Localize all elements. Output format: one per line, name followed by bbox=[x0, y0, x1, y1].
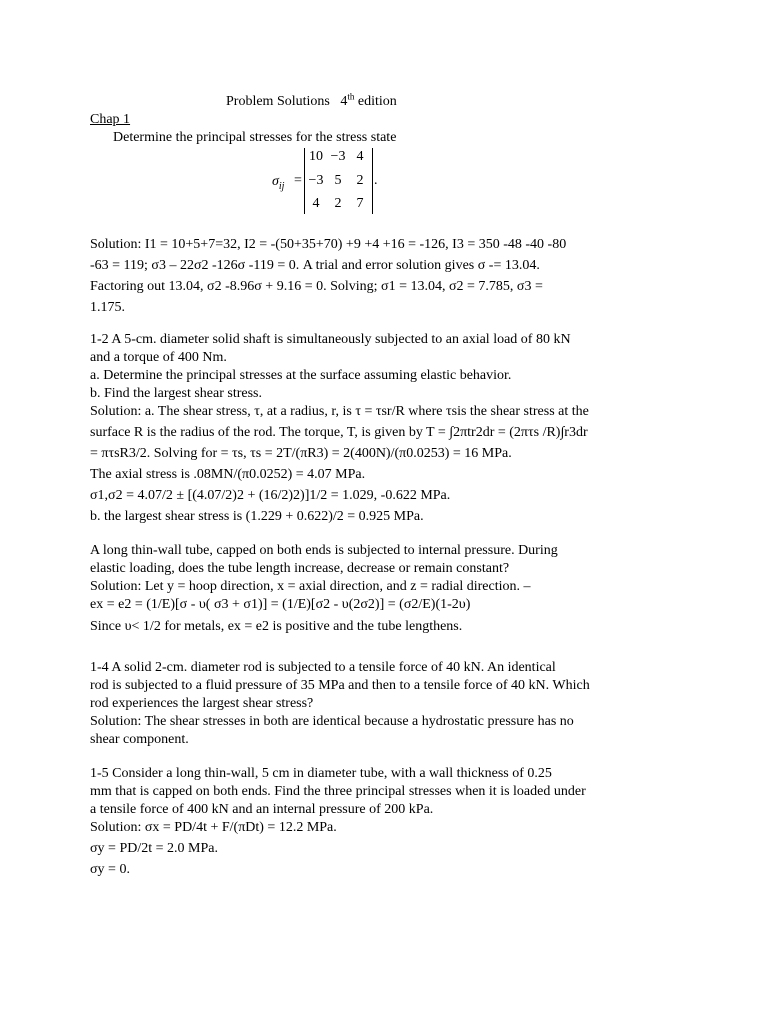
text-line: σy = PD/2t = 2.0 MPa. bbox=[90, 841, 218, 856]
text-line: 1-5 Consider a long thin-wall, 5 cm in diameter tube, with a wall thickness of 0.25 bbox=[90, 766, 552, 781]
matrix-cell: 4 bbox=[356, 149, 364, 164]
problem-1-2 bbox=[90, 330, 650, 528]
text-line: 1.175. bbox=[90, 300, 125, 315]
text-line: Solution: Let y = hoop direction, x = axial direction, and z = radial direction. – bbox=[90, 579, 531, 594]
matrix-subscript: ij bbox=[278, 180, 285, 192]
text-line: a tensile force of 400 kN and an internal pressure of 200 kPa. bbox=[90, 802, 434, 817]
matrix-right-bar bbox=[372, 148, 373, 214]
matrix-trail: . bbox=[374, 173, 378, 188]
text-line: and a torque of 400 Nm. bbox=[90, 350, 227, 365]
text-line: σ1,σ2 = 4.07/2 ± [(4.07/2)2 + (16/2)2)]1/2 = 1.029, -0.622 MPa. bbox=[90, 488, 451, 503]
text-line: = πτsR3/2. Solving for = τs, τs = 2T/(πR3) = 2(400N)/(π0.0253) = 16 MPa. bbox=[90, 446, 512, 461]
text-line: Factoring out 13.04, σ2 -8.96σ + 9.16 = 0. Solving; σ1 = 13.04, σ2 = 7.785, σ3 = bbox=[90, 279, 543, 294]
text-line: ex = e2 = (1/E)[σ - υ( σ3 + σ1)] = (1/E)[σ2 - υ(2σ2)] = (σ2/E)(1-2υ) bbox=[90, 597, 471, 612]
text-line: rod experiences the largest shear stress? bbox=[90, 696, 314, 711]
matrix-symbol bbox=[272, 173, 284, 190]
text-line: elastic loading, does the tube length increase, decrease or remain constant? bbox=[90, 561, 510, 576]
text-line: Since υ< 1/2 for metals, ex = e2 is positive and the tube lengthens. bbox=[90, 619, 463, 634]
text-line: Solution: a. The shear stress, τ, at a radius, r, is τ = τsr/R where τsis the shear stress at the bbox=[90, 404, 589, 419]
matrix-cell: 7 bbox=[356, 196, 364, 211]
matrix-cell: −3 bbox=[330, 149, 346, 164]
text-line: The axial stress is .08MN/(π0.0252) = 4.07 MPa. bbox=[90, 467, 366, 482]
text-line: a. Determine the principal stresses at the surface assuming elastic behavior. bbox=[90, 368, 512, 383]
matrix-cell: 5 bbox=[334, 173, 342, 188]
page-title bbox=[226, 93, 397, 110]
text-line: Solution: σx = PD/4t + F/(πDt) = 12.2 MPa. bbox=[90, 820, 337, 835]
text-line: surface R is the radius of the rod. The torque, T, is given by T = ∫2πtr2dr = (2πτs /R)∫r3dr bbox=[90, 425, 588, 440]
matrix-left-bar bbox=[304, 148, 305, 214]
stress-matrix bbox=[272, 148, 392, 214]
solution-1 bbox=[90, 234, 650, 318]
text-line: σy = 0. bbox=[90, 862, 130, 877]
text-line: -63 = 119; σ3 – 22σ2 -126σ -119 = 0. A trial and error solution gives σ -= 13.04. bbox=[90, 258, 540, 273]
matrix-cell: −3 bbox=[308, 173, 324, 188]
text-line: b. the largest shear stress is (1.229 + 0.622)/2 = 0.925 MPa. bbox=[90, 509, 424, 524]
problem-1-5 bbox=[90, 765, 650, 882]
matrix-cell: 4 bbox=[312, 196, 320, 211]
matrix-cell: 10 bbox=[309, 149, 323, 164]
intro-text: Determine the principal stresses for the stress state bbox=[113, 130, 397, 145]
text-line: 1-4 A solid 2-cm. diameter rod is subjected to a tensile force of 40 kN. An identical bbox=[90, 660, 556, 675]
text-line: Solution: I1 = 10+5+7=32, I2 = -(50+35+70) +9 +4 +16 = -126, I3 = 350 -48 -40 -80 bbox=[90, 237, 567, 252]
matrix-cell: 2 bbox=[334, 196, 342, 211]
chapter-heading: Chap 1 bbox=[90, 112, 131, 127]
problem-tube bbox=[90, 541, 650, 639]
problem-1-4 bbox=[90, 659, 650, 749]
matrix-cell: 2 bbox=[356, 173, 364, 188]
matrix-symbol-char: σ bbox=[272, 174, 279, 189]
text-line: mm that is capped on both ends. Find the three principal stresses when it is loaded under bbox=[90, 784, 586, 799]
text-line: Solution: The shear stresses in both are identical because a hydrostatic pressure has no bbox=[90, 714, 574, 729]
matrix-equals: = bbox=[294, 173, 302, 188]
text-line: 1-2 A 5-cm. diameter solid shaft is simultaneously subjected to an axial load of 80 kN bbox=[90, 332, 571, 347]
text-line: b. Find the largest shear stress. bbox=[90, 386, 262, 401]
text-line: rod is subjected to a fluid pressure of 35 MPa and then to a tensile force of 40 kN. Which bbox=[90, 678, 590, 693]
text-line: A long thin-wall tube, capped on both ends is subjected to internal pressure. During bbox=[90, 543, 558, 558]
text-line: shear component. bbox=[90, 732, 189, 747]
title-text: Problem Solutions 4th edition bbox=[226, 91, 397, 109]
